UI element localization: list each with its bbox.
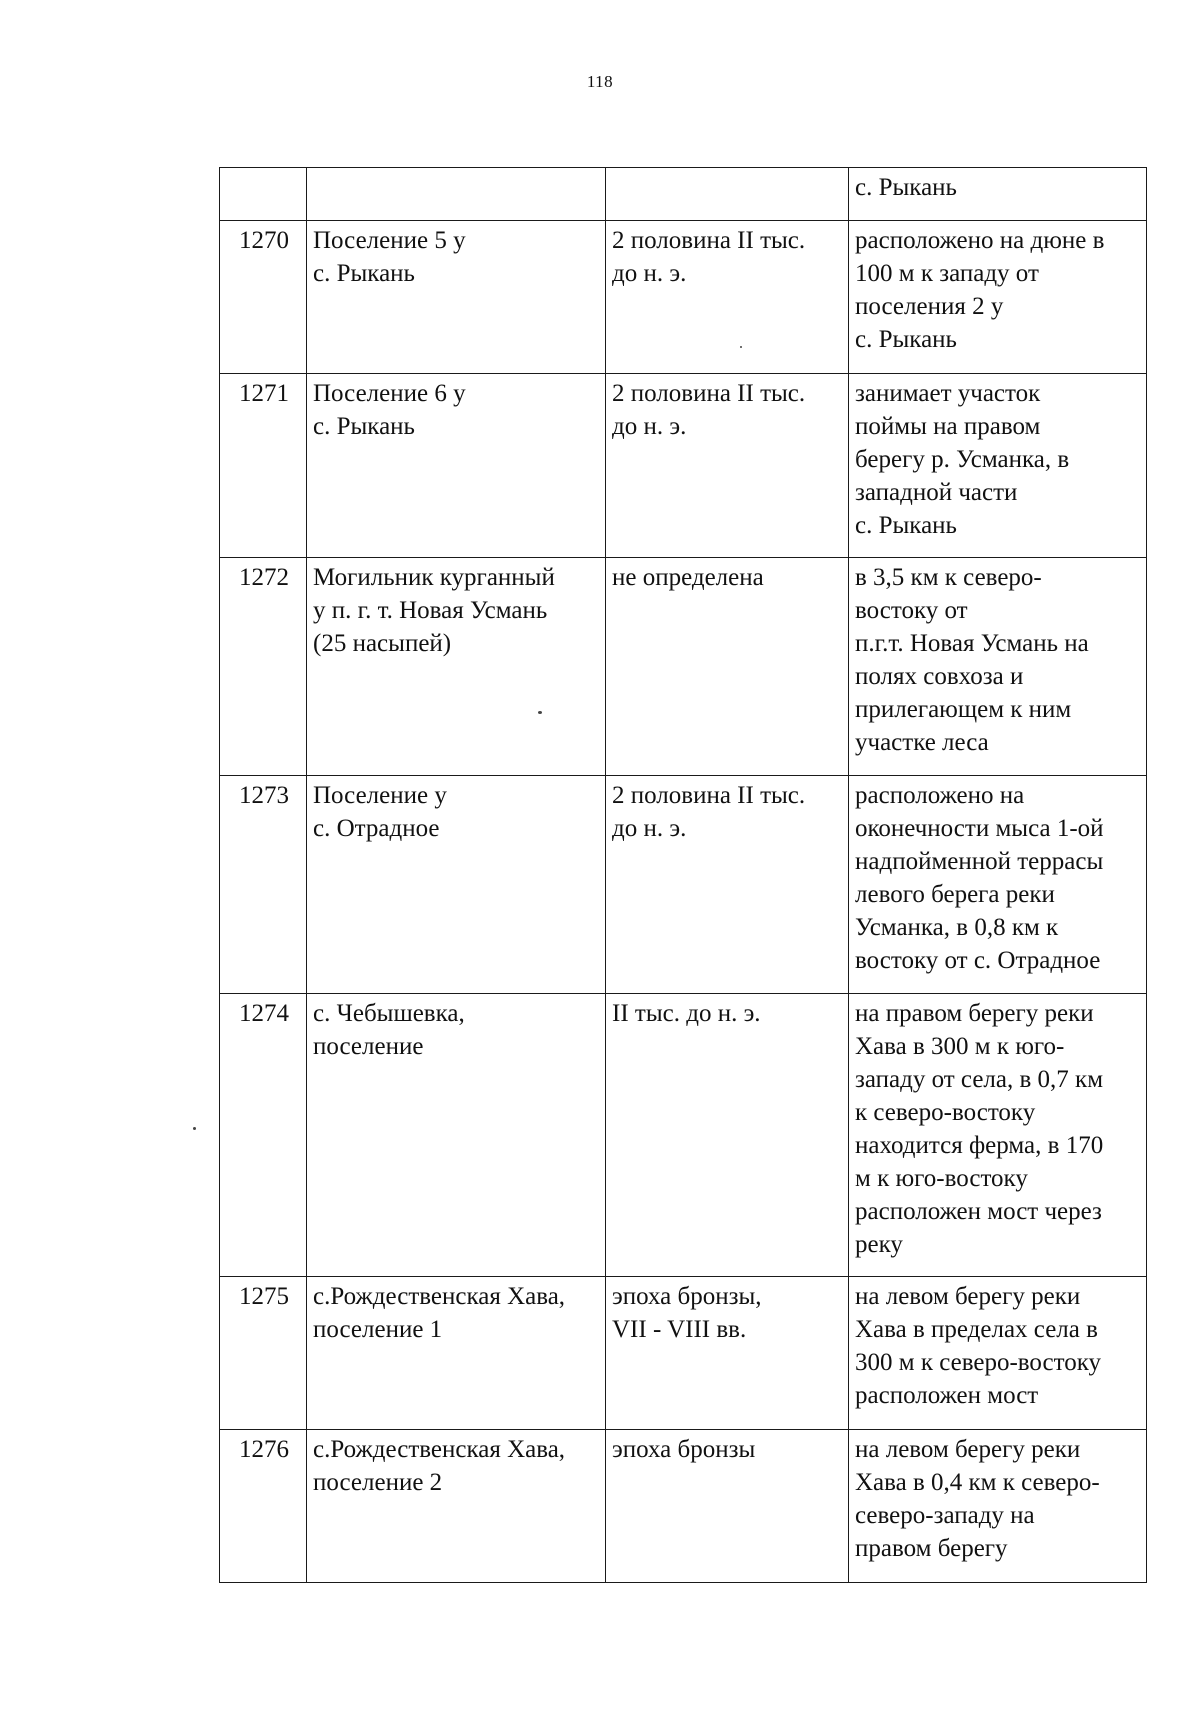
dating-cell: 2 половина II тыс. до н. э. <box>606 374 849 558</box>
location-cell: на левом берегу реки Хава в пределах села в 300 м к северо-востоку расположен мост <box>849 1277 1147 1430</box>
dating-cell: эпоха бронзы, VII - VIII вв. <box>606 1277 849 1430</box>
location-cell: на правом берегу реки Хава в 300 м к юго- западу от села, в 0,7 км к северо-востоку находится ферма, в 170 м к юго-востоку расположен мост через реку <box>849 994 1147 1277</box>
table-row <box>220 1277 1147 1430</box>
dating-cell <box>606 168 849 221</box>
page-number: 118 <box>586 72 614 91</box>
site-name-cell: Поселение 5 у с. Рыкань <box>307 221 606 374</box>
dating-cell: не определена <box>606 558 849 776</box>
table-row <box>220 558 1147 776</box>
dating-cell: 2 половина II тыс. до н. э. <box>606 776 849 994</box>
table-row <box>220 374 1147 558</box>
table-row <box>220 221 1147 374</box>
site-name-cell: Поселение у с. Отрадное <box>307 776 606 994</box>
location-cell: расположено на оконечности мыса 1-ой надпойменной террасы левого берега реки Усманка, в 0,8 км к востоку от с. Отрадное <box>849 776 1147 994</box>
site-name-cell <box>307 168 606 221</box>
location-cell: расположено на дюне в 100 м к западу от поселения 2 у с. Рыкань <box>849 221 1147 374</box>
scan-speck <box>538 711 542 714</box>
dating-cell: II тыс. до н. э. <box>606 994 849 1277</box>
location-cell: в 3,5 км к северо- востоку от п.г.т. Новая Усмань на полях совхоза и прилегающем к ним участке леса <box>849 558 1147 776</box>
row-number-cell: 1273 <box>220 776 307 994</box>
row-number-cell: 1272 <box>220 558 307 776</box>
table-row <box>220 168 1147 221</box>
site-name-cell: с. Чебышевка, поселение <box>307 994 606 1277</box>
row-number-cell: 1276 <box>220 1430 307 1583</box>
scan-speck <box>193 1127 196 1130</box>
location-cell: на левом берегу реки Хава в 0,4 км к северо- северо-западу на правом берегу <box>849 1430 1147 1583</box>
row-number-cell: 1271 <box>220 374 307 558</box>
scan-speck <box>740 346 742 348</box>
site-name-cell: Поселение 6 у с. Рыкань <box>307 374 606 558</box>
site-name-cell: Могильник курганный у п. г. т. Новая Усмань (25 насыпей) <box>307 558 606 776</box>
monuments-table <box>219 167 1147 1583</box>
site-name-cell: с.Рождественская Хава, поселение 1 <box>307 1277 606 1430</box>
site-name-cell: с.Рождественская Хава, поселение 2 <box>307 1430 606 1583</box>
dating-cell: 2 половина II тыс. до н. э. <box>606 221 849 374</box>
dating-cell: эпоха бронзы <box>606 1430 849 1583</box>
table-row <box>220 994 1147 1277</box>
table-row <box>220 776 1147 994</box>
row-number-cell: 1270 <box>220 221 307 374</box>
row-number-cell: 1275 <box>220 1277 307 1430</box>
table-row <box>220 1430 1147 1583</box>
row-number-cell: 1274 <box>220 994 307 1277</box>
location-cell: с. Рыкань <box>849 168 1147 221</box>
location-cell: занимает участок поймы на правом берегу р. Усманка, в западной части с. Рыкань <box>849 374 1147 558</box>
row-number-cell <box>220 168 307 221</box>
